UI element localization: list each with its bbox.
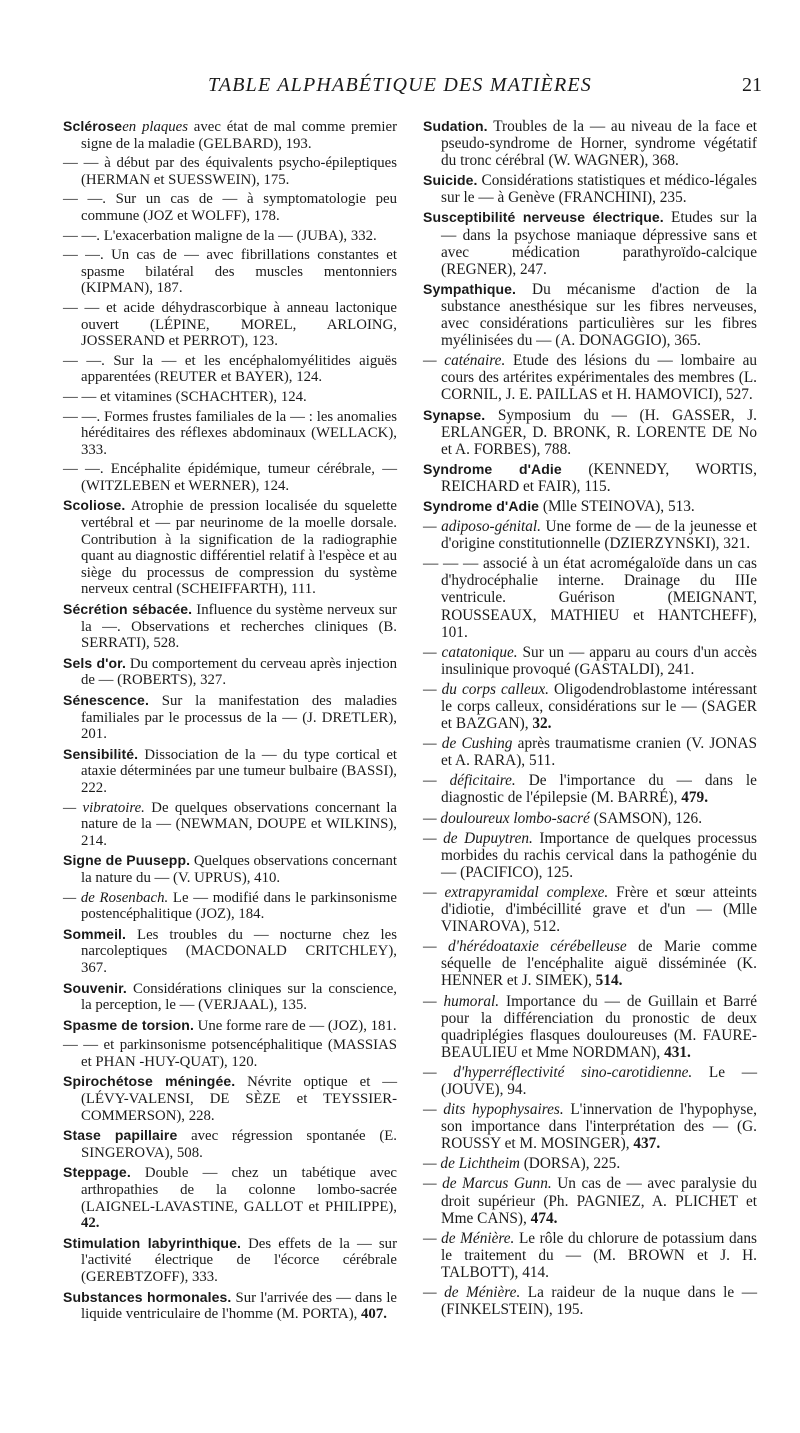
entry-keyword: Sels d'or.	[63, 654, 126, 671]
entry-text: Le — modifié dans le parkinsonisme postencéphalitique (JOZ), 184.	[81, 889, 397, 923]
index-entry	[423, 352, 757, 403]
index-entry	[423, 118, 757, 169]
entry-text: — — et acide déhydrascorbique à anneau lactonique ouvert (LÉPINE, MOREL, ARLOING, JOSSERAND et PERROT), 123.	[63, 299, 397, 350]
index-entry	[423, 938, 757, 989]
index-entry	[63, 155, 397, 188]
entry-subheading: — douloureux lombo-sacré	[423, 809, 590, 827]
entry-keyword: Stase papillaire	[63, 1127, 178, 1144]
index-entry	[63, 800, 397, 850]
entry-subheading: — déficitaire.	[423, 772, 516, 790]
entry-text: La raideur de la nuque dans le — (FINKELSTEIN), 195.	[441, 1284, 757, 1319]
entry-text: — —. Formes frustes familiales de la — : les anomalies héréditaires des réflexes abdominaux (WELLACK), 333.	[63, 408, 397, 458]
entry-text: de Marie comme séquelle de l'encéphalite aiguë disséminée (K. HENNER et J. SIMEK),	[441, 938, 757, 990]
entry-subheading: — de Marcus Gunn.	[423, 1175, 552, 1193]
entry-text: Le — (JOUVE), 94.	[441, 1063, 757, 1098]
index-entry	[423, 461, 757, 495]
index-entry	[423, 1155, 757, 1172]
entry-text: Oligodendroblastome intéressant le corps calleux, considérations sur le — (SAGER et BAZGAN),	[441, 680, 757, 733]
entry-text: Un cas de — avec paralysie du droit supérieur (Ph. PAGNIEZ, A. PLICHET et Mme CANS),	[441, 1175, 757, 1227]
index-entry	[63, 692, 397, 743]
entry-page-ref: 437.	[633, 1135, 661, 1153]
entry-text: avec régression spontanée (E. SINGEROVA), 508.	[81, 1128, 397, 1161]
entry-keyword: Spasme de torsion.	[63, 1016, 194, 1033]
entry-text: Etudes sur la — dans la psychose maniaque dépressive sans et avec médication parathyroïdo-calcique (REGNER), 247.	[441, 209, 757, 278]
index-entry	[63, 1235, 397, 1286]
entry-text: — — à début par des équivalents psycho-épileptiques (HERMAN et SUESSWEIN), 175.	[63, 155, 397, 188]
index-entry	[63, 980, 397, 1014]
index-entry	[423, 209, 757, 277]
entry-subheading: — humoral.	[423, 992, 500, 1010]
entry-text: — —. L'exacerbation maligne de la — (JUBA), 332.	[63, 227, 377, 244]
entry-text: — —. Sur un cas de — à symptomatologie peu commune (JOZ et WOLFF), 178.	[63, 191, 397, 224]
index-entry	[423, 1064, 757, 1098]
entry-text: De l'importance du — dans le diagnostic de l'épilepsie (M. BARRÉ),	[441, 772, 757, 807]
entry-text: Considérations cliniques sur la conscience, la perception, le — (VERJAAL), 135.	[81, 980, 397, 1014]
index-entry	[423, 407, 757, 458]
entry-subheading: — caténaire.	[423, 352, 506, 370]
entry-subheading: — de Cushing	[423, 735, 513, 753]
index-entry	[63, 228, 397, 245]
entry-page-ref: 32.	[532, 715, 552, 733]
index-entry	[63, 852, 397, 886]
entry-text: Sur la manifestation des maladies familiales par le processus de la — (J. DRETLER), 201.	[81, 693, 397, 743]
index-entry	[63, 191, 397, 224]
entry-text: — — et parkinsonisme potsencéphalitique (MASSIAS et PHAN -HUY-QUAT), 120.	[63, 1037, 397, 1070]
entry-keyword: Sclérose	[63, 118, 123, 134]
entry-page-ref: 479.	[681, 789, 709, 807]
entry-keyword: Signe de Puusepp.	[63, 852, 191, 869]
index-entry	[63, 1017, 397, 1035]
entry-keyword: Substances hormonales.	[63, 1288, 232, 1305]
entry-subheading: — extrapyramidal complexe.	[423, 883, 609, 901]
entry-text: (SAMSON), 126.	[589, 809, 703, 827]
left-column	[63, 118, 397, 1326]
entry-text: Le rôle du chlorure de potassium dans le traitement du — (M. BROWN et J. H. TALBOTT), 414.	[441, 1229, 757, 1281]
index-entry	[423, 735, 757, 769]
entry-text: Double — chez un tabétique avec arthropathies de la colonne lombo-sacrée (LAIGNEL-LAVASTINE, GALLOT et PHILIPPE),	[81, 1165, 397, 1215]
index-entry	[63, 1073, 397, 1124]
entry-keyword: Sensibilité.	[63, 745, 139, 762]
entry-page-ref: 42.	[81, 1215, 100, 1232]
entry-text: Dissociation de la — du type cortical et ataxie déterminées par une tumeur bulbaire (BASSI), 222.	[81, 746, 397, 796]
entry-text: Influence du système nerveux sur la —. Observations et recherches cliniques (B. SERRATI), 528.	[81, 602, 397, 652]
entry-text: Du comportement du cerveau après injection de — (ROBERTS), 327.	[81, 655, 398, 689]
entry-text: (Mlle STEINOVA), 513.	[539, 497, 695, 515]
index-entry	[63, 655, 397, 689]
entry-subheading: — de Lichtheim	[423, 1155, 520, 1173]
entry-text: (KENNEDY, WORTIS, REICHARD et FAIR), 115.	[441, 460, 758, 495]
index-entry	[63, 890, 397, 923]
entry-text: Considérations statistiques et médico-légales sur le — à Genève (FRANCHINI), 235.	[441, 172, 757, 207]
entry-text: Troubles de la — au niveau de la face et pseudo-syndrome de Horner, syndrome végétatif du tronc cérébral (W. WAGNER), 368.	[441, 118, 757, 170]
index-entry	[63, 497, 397, 598]
index-entry	[423, 172, 757, 206]
index-entry	[63, 353, 397, 386]
index-entry	[423, 884, 757, 935]
entry-keyword: Synapse.	[423, 406, 486, 423]
index-entry	[63, 461, 397, 494]
entry-keyword: Sympathique.	[423, 280, 516, 297]
entry-subheading: — de Rosenbach.	[63, 889, 169, 906]
index-entry	[63, 300, 397, 350]
index-entry	[63, 1037, 397, 1070]
entry-text: — —. Un cas de — avec fibrillations constantes et spasme bilatéral des muscles mentonniers (KIPMAN), 187.	[63, 247, 397, 297]
page-number: 21	[742, 74, 762, 96]
entry-text: Frère et sœur atteints d'idiotie, d'imbécillité grave et d'un — (Mlle VINAROVA), 512.	[441, 883, 757, 936]
index-entry	[423, 830, 757, 881]
index-entry	[63, 1164, 397, 1231]
index-entry	[423, 1284, 757, 1318]
index-entry	[423, 1175, 757, 1226]
entry-subheading: en plaques	[122, 119, 188, 135]
entry-page-ref: 474.	[530, 1209, 558, 1227]
index-entry	[63, 118, 397, 152]
index-entry	[63, 746, 397, 797]
right-column	[423, 118, 757, 1321]
index-entry	[423, 1230, 757, 1281]
index-entry	[63, 1127, 397, 1161]
entry-keyword: Scoliose.	[63, 497, 126, 514]
entry-keyword: Spirochétose méningée.	[63, 1073, 236, 1090]
index-entry	[423, 555, 757, 640]
entry-subheading: — adiposo-génital.	[423, 518, 541, 536]
entry-text: Etude des lésions du — lombaire au cours des artérites expérimentales des membres (L. CORNIL, J. E. PAILLAS et H. HAMOVICI), 527.	[441, 352, 758, 404]
entry-subheading: — vibratoire.	[63, 799, 145, 816]
entry-subheading: — du corps calleux.	[423, 680, 549, 698]
entry-keyword: Syndrome d'Adie	[423, 460, 562, 477]
index-entry	[423, 993, 757, 1061]
entry-subheading: — d'hyperréflectivité sino-carotidienne.	[423, 1063, 693, 1081]
index-entry	[63, 389, 397, 406]
index-entry	[63, 1289, 397, 1323]
entry-keyword: Susceptibilité nerveuse électrique.	[423, 209, 664, 226]
page-header	[0, 74, 800, 104]
entry-text: Importance de quelques processus morbides du rachis cervical dans la pathogénie du — (PACIFICO), 125.	[441, 829, 757, 881]
index-entry	[63, 926, 397, 977]
entry-subheading: — de Ménière.	[423, 1284, 521, 1301]
entry-text: L'innervation de l'hypophyse, son importance dans l'interprétation des — (G. ROUSSY et M. MOSINGER),	[441, 1101, 757, 1153]
entry-text: après traumatisme cranien (V. JONAS et A. RARA), 511.	[441, 735, 758, 770]
entry-keyword: Souvenir.	[63, 979, 127, 996]
entry-text: Quelques observations concernant la nature du — (V. UPRUS), 410.	[81, 853, 397, 886]
entry-keyword: Sécrétion sébacée.	[63, 601, 193, 618]
index-entry	[423, 772, 757, 806]
entry-keyword: Syndrome d'Adie	[423, 497, 540, 514]
entry-text: — — — associé à un état acromégaloïde dans un cas d'hydrocéphalie interne. Drainage du IIIe ventricule. Guérison (MEIGNANT, ROUSSEAUX, MATHIEU et HANTCHEFF), 101.	[423, 555, 757, 641]
entry-keyword: Sommeil.	[63, 925, 127, 942]
index-entry	[423, 681, 757, 732]
entry-text: Une forme rare de — (JOZ), 181.	[193, 1017, 397, 1034]
entry-keyword: Stimulation labyrinthique.	[63, 1234, 241, 1251]
entry-text: avec état de mal comme premier signe de la maladie (GELBARD), 193.	[81, 119, 397, 152]
index-entry	[63, 247, 397, 297]
entry-subheading: — catatonique.	[423, 643, 518, 661]
entry-text: Symposium du — (H. GASSER, J. ERLANGER, D. BRONK, R. LORENTE DE No et A. FORBES), 788.	[441, 406, 757, 458]
entry-subheading: — d'hérédoataxie cérébelleuse	[423, 938, 627, 956]
index-entry	[423, 1101, 757, 1152]
entry-keyword: Steppage.	[63, 1164, 131, 1181]
index-entry	[423, 518, 757, 552]
entry-subheading: — dits hypophysaires.	[423, 1101, 564, 1119]
entry-text: Importance du — de Guillain et Barré pour la différenciation du pronostic de deux quadriplégies flasques douloureuses (M. FAURE-BEAULIEU et Mme NORDMAN),	[441, 992, 757, 1061]
entry-text: Sur un — apparu au cours d'un accès insulinique provoqué (GASTALDI), 241.	[441, 643, 757, 678]
entry-text: (DORSA), 225.	[519, 1155, 621, 1173]
index-entry	[423, 498, 757, 515]
entry-text: — —. Encéphalite épidémique, tumeur cérébrale, — (WITZLEBEN et WERNER), 124.	[63, 461, 397, 494]
entry-subheading: — de Dupuytren.	[423, 829, 533, 847]
entry-subheading: — de Ménière.	[423, 1229, 515, 1247]
entry-text: Névrite optique et — (LÉVY-VALENSI, DE SÈZE et TEYSSIER-COMMERSON), 228.	[81, 1074, 397, 1124]
running-title: TABLE ALPHABÉTIQUE DES MATIÈRES	[207, 74, 593, 96]
entry-text: Des effets de la — sur l'activité électrique de l'écorce cérébrale (GEREBTZOFF), 333.	[81, 1235, 397, 1285]
entry-keyword: Sénescence.	[63, 692, 149, 708]
entry-text: Les troubles du — nocturne chez les narcoleptiques (MACDONALD CRITCHLEY), 367.	[81, 926, 397, 976]
entry-text: Du mécanisme d'action de la substance anesthésique sur les fibres nerveuses, avec considérations particulières sur les fibres myélinisées du — (A. DONAGGIO), 365.	[441, 280, 757, 350]
entry-text: Sur l'arrivée des — dans le liquide ventriculaire de l'homme (M. PORTA),	[81, 1289, 397, 1323]
entry-page-ref: 431.	[664, 1043, 691, 1061]
entry-text: — — et vitamines (SCHACHTER), 124.	[63, 388, 307, 405]
index-entry	[423, 281, 757, 349]
entry-text: Atrophie de pression localisée du squelette vertébral et — par neurinome de la moelle dorsale. Contribution à la signification de la radiographie quant au diagnostic différentiel relatif à l'espèce et au siège du processus de compression du système nerveux central (SCHEIFFARTH), 111.	[81, 498, 397, 598]
index-entry	[423, 644, 757, 678]
entry-keyword: Suicide.	[423, 172, 478, 189]
entry-page-ref: 407.	[361, 1306, 387, 1323]
entry-page-ref: 514.	[595, 972, 623, 990]
index-entry	[423, 810, 757, 827]
entry-text: — —. Sur la — et les encéphalomyélitides aiguës apparentées (REUTER et BAYER), 124.	[63, 352, 397, 386]
entry-keyword: Sudation.	[423, 118, 488, 134]
index-entry	[63, 601, 397, 652]
entry-text: Une forme de — de la jeunesse et d'origine constitutionnelle (DZIERZYNSKI), 321.	[441, 518, 757, 553]
entry-text: De quelques observations concernant la nature de la — (NEWMAN, DOUPE et WILKINS), 214.	[81, 799, 397, 849]
index-entry	[63, 409, 397, 459]
